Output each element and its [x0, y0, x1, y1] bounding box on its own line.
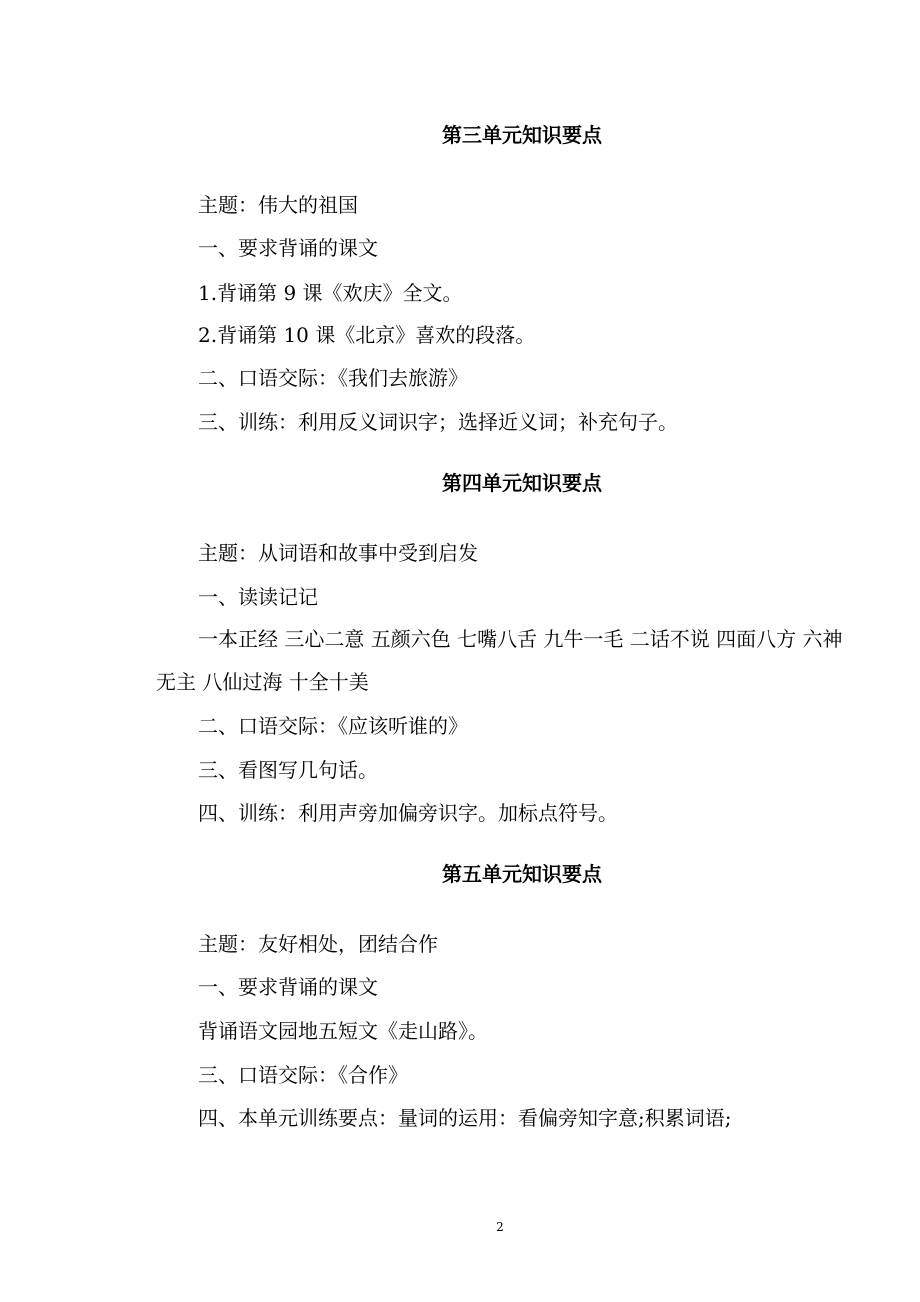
unit-3-recite-item-1: 1.背诵第 9 课《欢庆》全文。	[198, 281, 463, 305]
unit-4-oral-communication: 二、口语交际：《应该听谁的》	[198, 714, 468, 738]
unit-4-title: 第四单元知识要点	[442, 471, 602, 495]
unit-3-title: 第三单元知识要点	[442, 123, 602, 147]
unit-5-recite-item: 背诵语文园地五短文《走山路》。	[198, 1019, 488, 1043]
unit-5-recite-heading: 一、要求背诵的课文	[198, 975, 378, 999]
unit-5-training: 四、本单元训练要点：量词的运用：看偏旁知字意;积累词语;	[198, 1106, 732, 1130]
unit-4-idiom-list: 一本正经 三心二意 五颜六色 七嘴八舌 九牛一毛 二话不说 四面八方 六神无主 八仙过海 十全十美	[156, 627, 843, 694]
unit-5-theme: 主题：友好相处，团结合作	[198, 932, 438, 956]
page-number: 2	[496, 1220, 504, 1234]
unit-3-recite-heading: 一、要求背诵的课文	[198, 236, 378, 260]
unit-3-oral-communication: 二、口语交际：《我们去旅游》	[198, 366, 468, 390]
unit-4-writing: 三、看图写几句话。	[198, 758, 378, 782]
unit-4-theme: 主题：从词语和故事中受到启发	[198, 541, 478, 565]
unit-5-oral-communication: 三、口语交际：《合作》	[198, 1063, 408, 1087]
unit-3-training: 三、训练：利用反义词识字；选择近义词；补充句子。	[198, 410, 678, 434]
unit-3-recite-item-2: 2.背诵第 10 课《北京》喜欢的段落。	[198, 323, 536, 347]
unit-4-training: 四、训练：利用声旁加偏旁识字。加标点符号。	[198, 801, 618, 825]
unit-3-theme: 主题：伟大的祖国	[198, 193, 358, 217]
unit-4-read-heading: 一、读读记记	[198, 585, 318, 609]
unit-5-title: 第五单元知识要点	[442, 862, 602, 886]
